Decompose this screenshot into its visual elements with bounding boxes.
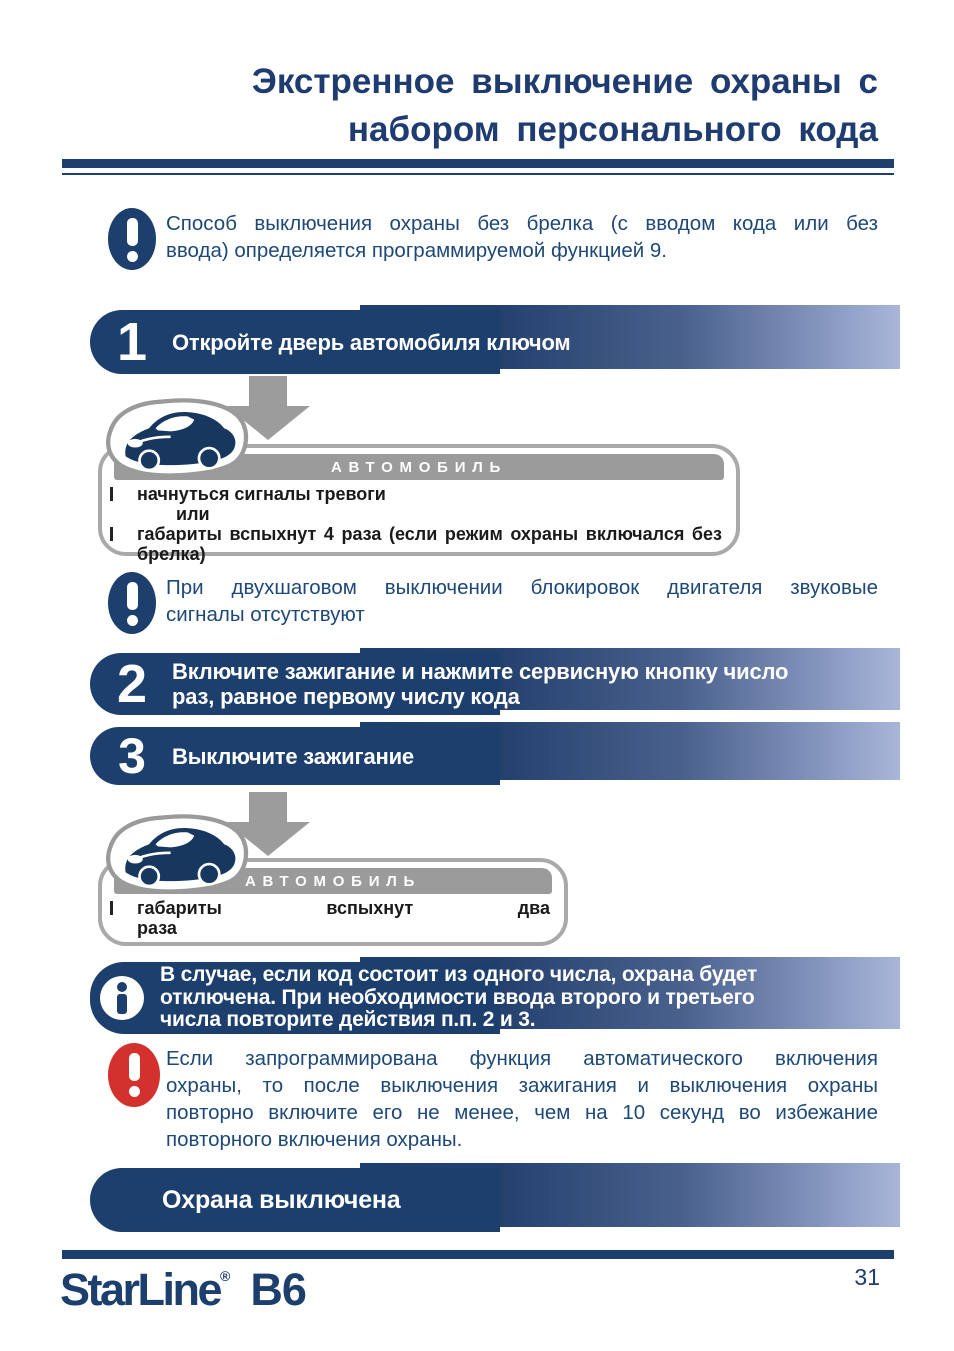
- bullet-marker: [110, 901, 113, 915]
- footer-rule: [62, 1250, 894, 1259]
- title-rule-thick: [62, 159, 894, 168]
- starline-logo: [60, 1264, 306, 1316]
- step2-label-line2: раз, равное первому числу кода: [172, 684, 520, 709]
- step3-banner: [90, 727, 900, 785]
- exclamation-stem: [127, 218, 138, 246]
- info-icon-stem: [117, 994, 127, 1014]
- arrow-shaft: [249, 376, 287, 406]
- info-line: отключена. При необходимости ввода второго и третьего: [160, 985, 755, 1009]
- note-line: сигналы отсутствуют: [166, 603, 365, 626]
- step3-label: Выключите зажигание: [172, 743, 414, 769]
- exclamation-dot: [127, 615, 138, 626]
- step2-label-line1: Включите зажигание и нажмите сервисную кнопку число: [172, 659, 789, 684]
- brand-name: StarLine: [60, 1264, 221, 1315]
- list-item: [110, 484, 722, 504]
- page-title-line2: набором персонального кода: [347, 110, 878, 149]
- title-rule-thin: [62, 173, 894, 175]
- info-line: числа повторите действия п.п. 2 и 3.: [160, 1008, 536, 1032]
- note-function9-text: [166, 210, 878, 264]
- step1-banner: [90, 310, 900, 374]
- note-two-step-text: [166, 574, 878, 628]
- page-title-line1: Экстренное выключение охраны с: [251, 62, 878, 101]
- info-line: В случае, если код состоит из одного числа, охрана будет: [160, 963, 758, 987]
- list-item-text: габариты вспыхнут 4 раза (если режим охраны включался без: [137, 524, 722, 544]
- note-line: Если запрограммирована функция автоматического включения: [166, 1047, 878, 1070]
- exclamation-dot: [129, 1086, 140, 1097]
- step2-number: 2: [116, 654, 148, 714]
- note-auto-rearm-text: [166, 1045, 878, 1153]
- exclamation-dot: [127, 251, 138, 262]
- arrow-shaft: [249, 792, 287, 822]
- exclamation-icon: [108, 572, 156, 634]
- exclamation-stem: [127, 582, 138, 610]
- bullet-marker: [110, 487, 113, 501]
- car-icon: [102, 396, 252, 484]
- note-line: Способ выключения охраны без брелка (с вводом кода или без: [166, 212, 878, 235]
- note-line: повторного включения охраны.: [166, 1128, 463, 1151]
- list-item: [110, 524, 722, 564]
- car-box1-header: АВТОМОБИЛЬ: [114, 454, 724, 480]
- note-line: ввода) определяется программируемой функцией 9.: [166, 239, 667, 262]
- exclamation-icon: [108, 208, 156, 270]
- list-item-text: брелка): [137, 544, 206, 564]
- list-item-text: начнуться сигналы тревоги: [137, 484, 386, 504]
- step3-number: 3: [118, 728, 146, 784]
- page-title: [60, 58, 878, 154]
- result-banner: [90, 1168, 900, 1232]
- registered-mark: ®: [220, 1268, 231, 1284]
- info-banner: [90, 962, 900, 1034]
- note-two-step: [108, 570, 878, 628]
- note-line: При двухшаговом выключении блокировок двигателя звуковые: [166, 576, 878, 599]
- info-icon-dot: [117, 982, 127, 992]
- step2-label: [172, 659, 788, 709]
- info-banner-text: [160, 964, 757, 1032]
- car-icon: [102, 812, 252, 900]
- exclamation-icon-red: [108, 1043, 160, 1107]
- step2-banner: [90, 653, 900, 715]
- bullet-marker: [110, 527, 113, 541]
- exclamation-stem: [129, 1053, 140, 1081]
- note-line: охраны, то после выключения зажигания и выключения охраны: [166, 1074, 878, 1097]
- list-item: [110, 898, 550, 938]
- result-banner-label: Охрана выключена: [162, 1185, 401, 1214]
- note-auto-rearm: [108, 1041, 878, 1153]
- list-item-or: или: [176, 504, 210, 524]
- info-icon: [100, 976, 144, 1020]
- note-line: повторно включите его не менее, чем на 10 секунд во избежание: [166, 1101, 878, 1124]
- note-function9: [108, 206, 878, 264]
- step1-label: Откройте дверь автомобиля ключом: [172, 329, 571, 355]
- list-item-text: габариты вспыхнут два: [137, 898, 550, 918]
- car-box2-header: АВТОМОБИЛЬ: [114, 868, 552, 894]
- step1-number: 1: [116, 312, 148, 372]
- list-item-text: раза: [137, 918, 177, 938]
- brand-model: B6: [250, 1264, 306, 1315]
- page-number: 31: [854, 1264, 880, 1290]
